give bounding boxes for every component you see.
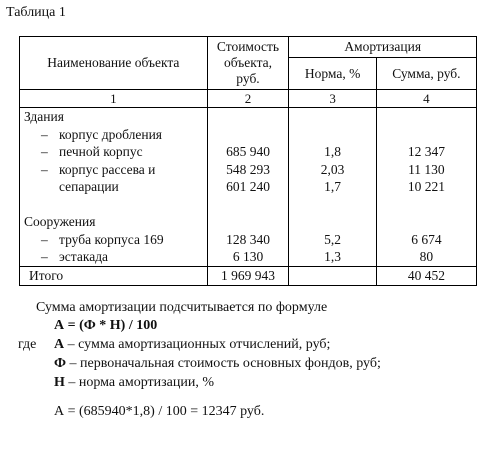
header-cost-line: Стоимость xyxy=(216,39,280,54)
total-norm xyxy=(289,266,376,285)
definition-n: Н – норма амортизации, % xyxy=(54,375,215,390)
col-number: 2 xyxy=(207,90,289,108)
definition-a: А – сумма амортизационных отчислений, руб; xyxy=(54,337,331,352)
list-item: – эстакада xyxy=(41,249,109,264)
header-cost xyxy=(207,37,289,90)
list-item: – корпус дробления xyxy=(41,126,163,142)
calculation-example: А = (685940*1,8) / 100 = 12347 руб. xyxy=(54,404,265,419)
norm-value: 1,7 xyxy=(324,179,341,194)
group-title: Сооружения xyxy=(24,214,96,229)
norm-value: 1,3 xyxy=(324,249,341,264)
list-item-continuation: сепарации xyxy=(59,179,119,194)
col-number: 3 xyxy=(289,90,376,108)
cost-value: 685 940 xyxy=(226,144,270,159)
sum-value: 12 347 xyxy=(407,144,445,159)
header-row xyxy=(20,37,477,58)
total-sum: 40 452 xyxy=(376,266,476,285)
total-label: Итого xyxy=(20,266,208,285)
list-item: – печной корпус xyxy=(41,144,143,159)
where-label: где xyxy=(18,337,37,352)
table-body-row xyxy=(20,108,477,267)
norm-value: 2,03 xyxy=(320,161,345,177)
sum-cell xyxy=(376,108,476,267)
cost-value: 128 340 xyxy=(226,231,270,247)
header-cost-line: руб. xyxy=(236,71,260,86)
list-item: – корпус рассева и xyxy=(41,161,156,177)
list-item: – труба корпуса 169 xyxy=(41,231,164,247)
sum-value: 11 130 xyxy=(408,161,445,177)
header-norm: Норма, % xyxy=(289,58,376,90)
sum-value: 6 674 xyxy=(411,231,442,247)
spacer xyxy=(24,196,207,214)
sum-value: 80 xyxy=(419,249,434,264)
col-number: 4 xyxy=(376,90,476,108)
group-title: Здания xyxy=(24,109,64,124)
definition-f: Ф – первоначальная стоимость основных фондов, руб; xyxy=(54,356,381,371)
header-name: Наименование объекта xyxy=(20,37,208,90)
total-cost: 1 969 943 xyxy=(207,266,289,285)
col-number: 1 xyxy=(20,90,208,108)
formula: А = (Ф * Н) / 100 xyxy=(54,318,158,333)
amortization-table xyxy=(19,36,477,286)
formula-intro: Сумма амортизации подсчитывается по формуле xyxy=(36,300,328,315)
header-cost-line: объекта, xyxy=(223,55,273,70)
sum-value: 10 221 xyxy=(407,179,445,194)
norm-value: 1,8 xyxy=(324,144,341,159)
cost-value: 601 240 xyxy=(226,179,270,194)
cost-value: 548 293 xyxy=(226,161,270,177)
names-cell xyxy=(20,108,208,267)
header-amortization: Амортизация xyxy=(289,37,477,58)
cost-value: 6 130 xyxy=(232,249,264,264)
norm-value: 5,2 xyxy=(324,231,341,247)
norm-cell xyxy=(289,108,376,267)
total-row xyxy=(20,266,477,285)
table-caption: Таблица 1 xyxy=(6,5,66,20)
header-sum: Сумма, руб. xyxy=(376,58,476,90)
column-number-row xyxy=(20,90,477,108)
cost-cell xyxy=(207,108,289,267)
